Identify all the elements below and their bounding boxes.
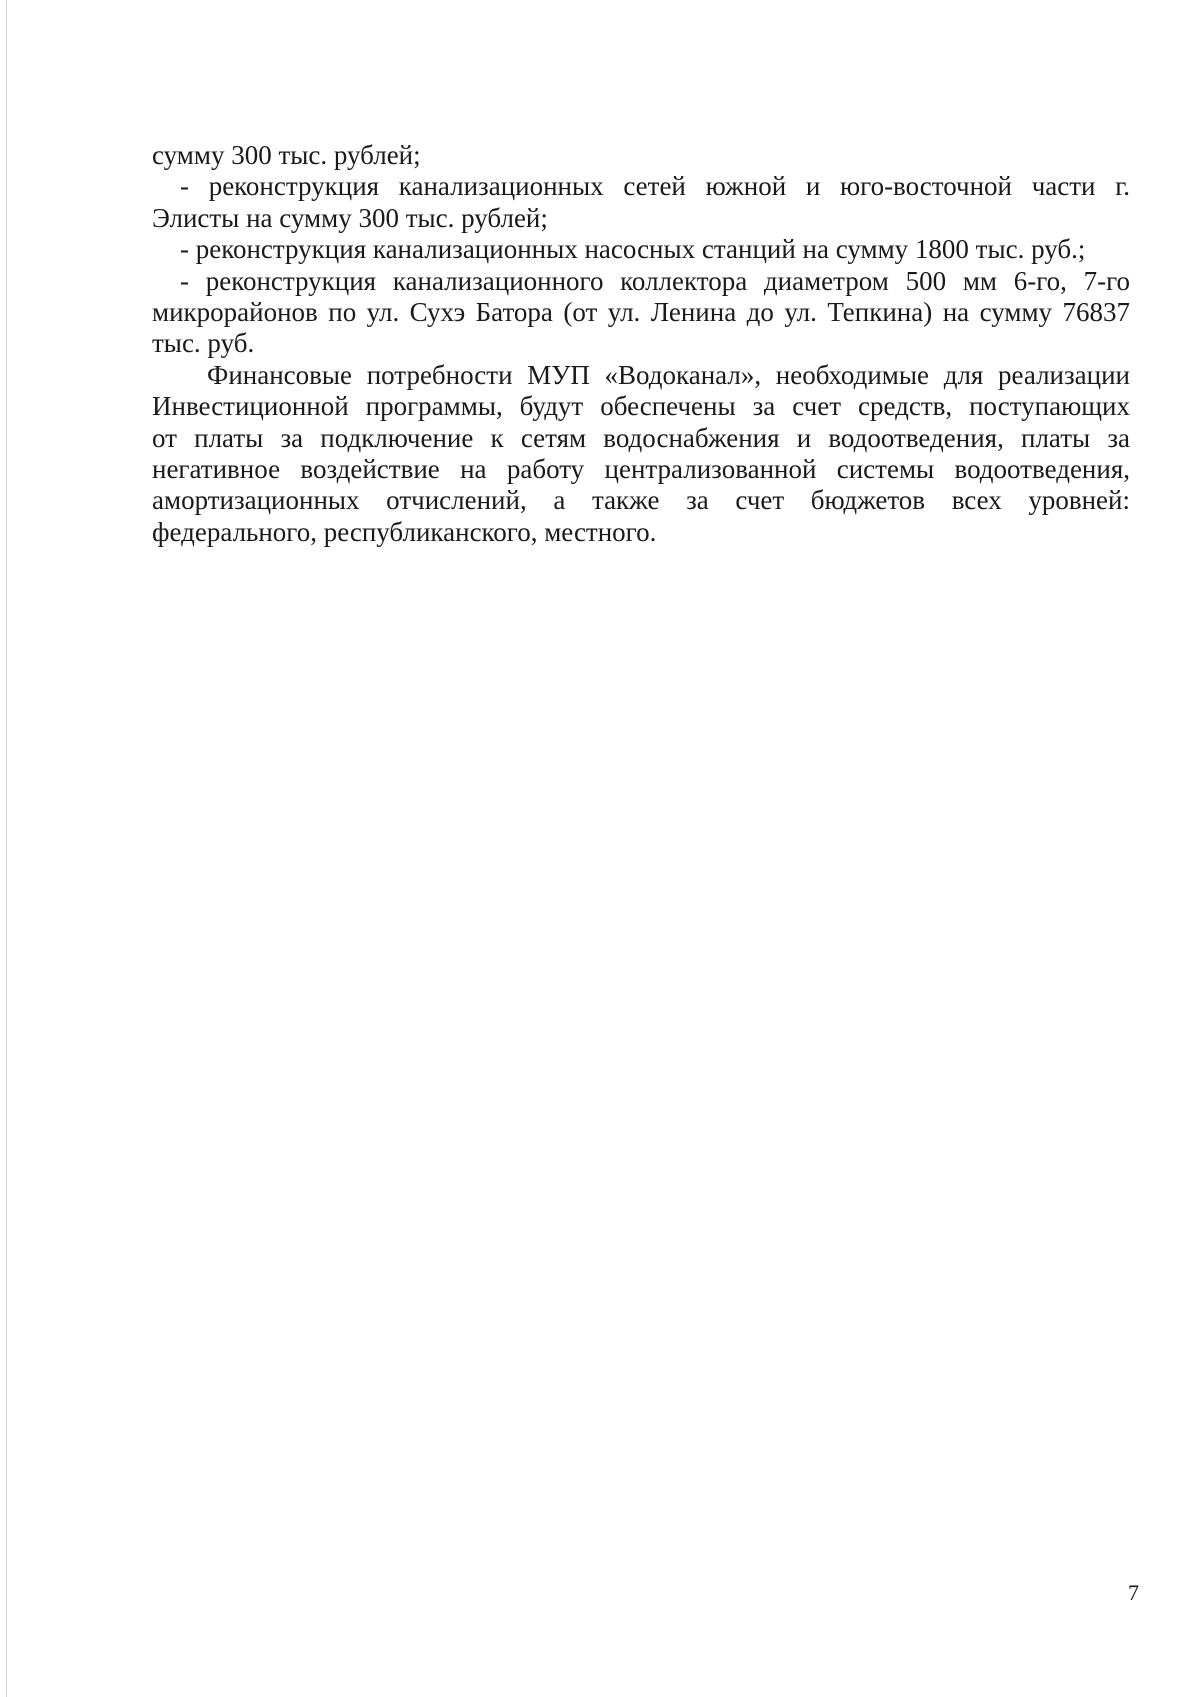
text-line: от платы за подключение к сетям водоснабжения и водоотведения, платы за — [152, 422, 1130, 453]
text-line: сумму 300 тыс. рублей; — [152, 140, 421, 170]
document-body — [152, 140, 1130, 548]
text-line: негативное воздействие на работу централизованной системы водоотведения, — [152, 453, 1130, 484]
page-number: 7 — [1128, 1580, 1139, 1605]
text-line: - реконструкция канализационного коллектора диаметром 500 мм 6-го, 7-го — [180, 265, 1130, 296]
text-line: тыс. руб. — [152, 328, 255, 359]
text-line: амортизационных отчислений, а также за счет бюджетов всех уровней: — [152, 485, 1130, 516]
text-line: Элисты на сумму 300 тыс. рублей; — [152, 202, 548, 233]
text-line: федерального, республиканского, местного. — [152, 516, 657, 547]
text-line: Инвестиционной программы, будут обеспечены за счет средств, поступающих — [152, 391, 1130, 422]
text-line: микрорайонов по ул. Сухэ Батора (от ул. Ленина до ул. Тепкина) на сумму 76837 — [152, 296, 1130, 327]
text-line: Финансовые потребности МУП «Водоканал», необходимые для реализации — [207, 359, 1130, 390]
text-line: - реконструкция канализационных насосных станций на сумму 1800 тыс. руб.; — [180, 234, 1086, 265]
page-edge — [6, 0, 7, 1697]
text-line: - реконструкция канализационных сетей южной и юго-восточной части г. — [180, 171, 1130, 202]
